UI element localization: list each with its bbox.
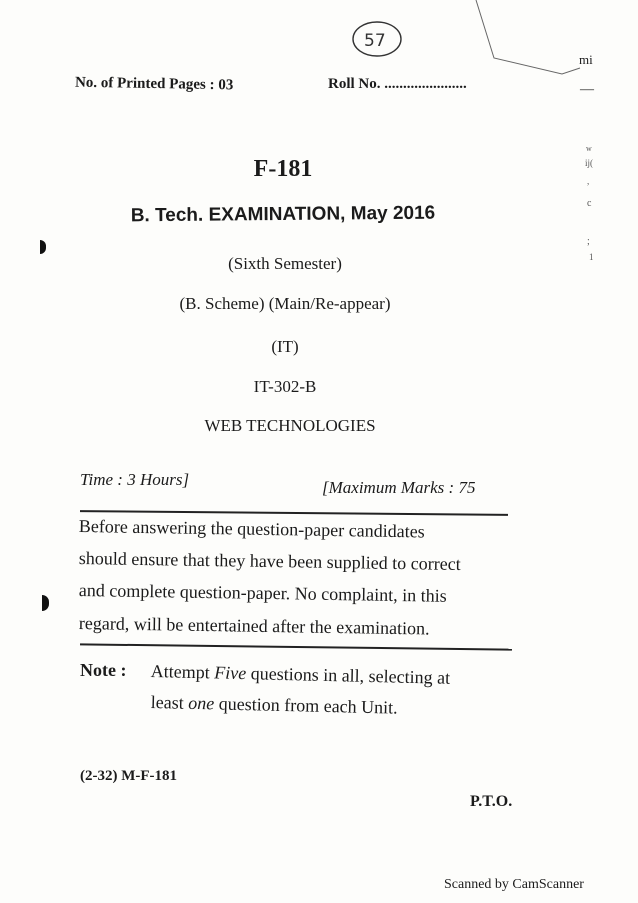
time-label: Time : 3 Hours] bbox=[80, 470, 190, 489]
margin-mark: ij( bbox=[585, 158, 593, 168]
left-margin-shadow bbox=[40, 240, 46, 254]
margin-mark: mi bbox=[579, 52, 593, 67]
scheme-label: (B. Scheme) (Main/Re-appear) bbox=[179, 294, 391, 313]
divider-bottom bbox=[80, 643, 512, 650]
exam-title: B. Tech. EXAMINATION, May 2016 bbox=[130, 202, 436, 227]
instruction-line: Before answering the question-paper candidates bbox=[78, 516, 425, 542]
margin-mark: , bbox=[587, 176, 590, 186]
roll-number-label: Roll No. ...................... bbox=[328, 76, 467, 92]
semester-label: (Sixth Semester) bbox=[228, 254, 342, 273]
instruction-line: should ensure that they have been supplied to correct bbox=[78, 548, 461, 574]
circled-number-text: 57 bbox=[364, 31, 386, 51]
subject-code: IT-302-B bbox=[253, 377, 317, 396]
footer-code: (2-32) M-F-181 bbox=[80, 768, 178, 784]
note-text: Attempt Five questions in all, selecting at bbox=[150, 661, 451, 688]
circled-page-annotation bbox=[350, 18, 406, 60]
scanner-watermark: Scanned by CamScanner bbox=[444, 877, 584, 892]
note-label: Note : bbox=[80, 660, 127, 680]
note-line-1 bbox=[151, 661, 451, 689]
instruction-line: regard, will be entertained after the examination. bbox=[78, 613, 430, 639]
note-text: least one question from each Unit. bbox=[150, 692, 398, 718]
branch-label: (IT) bbox=[271, 337, 299, 356]
paper-code: F-181 bbox=[253, 156, 313, 182]
max-marks-label: [Maximum Marks : 75 bbox=[322, 478, 476, 497]
margin-mark: — bbox=[580, 82, 594, 97]
divider-top bbox=[80, 510, 508, 516]
instruction-line: and complete question-paper. No complaint, in this bbox=[78, 580, 447, 606]
note-line-2 bbox=[151, 692, 398, 719]
printed-pages-label: No. of Printed Pages : 03 bbox=[74, 74, 234, 94]
margin-mark: c bbox=[587, 198, 592, 209]
margin-mark: w bbox=[586, 144, 592, 153]
subject-title: WEB TECHNOLOGIES bbox=[204, 416, 376, 435]
pen-stroke-mark bbox=[470, 0, 590, 80]
left-margin-shadow bbox=[42, 595, 49, 611]
pto-label: P.T.O. bbox=[470, 793, 513, 810]
margin-mark: ; bbox=[587, 236, 590, 247]
margin-mark: 1 bbox=[589, 252, 594, 262]
